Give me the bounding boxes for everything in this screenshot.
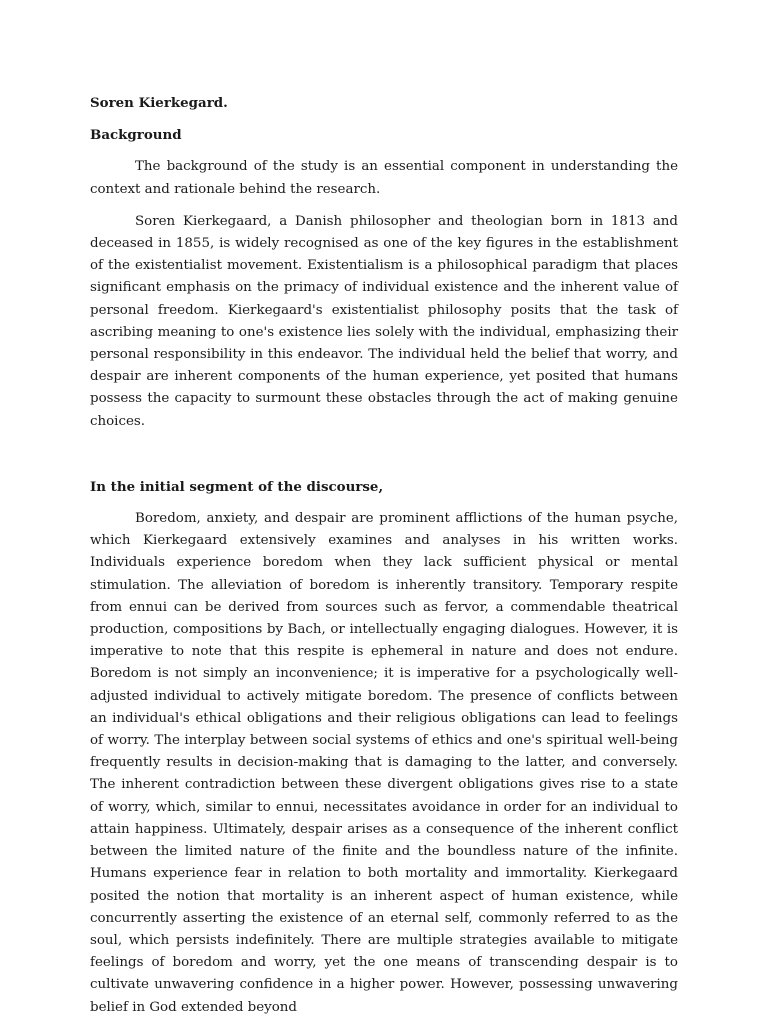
section-heading-initial-segment: In the initial segment of the discourse, [90,478,384,495]
paragraph: Soren Kierkegaard, a Danish philosopher and theologian born in 1813 and deceased in 1855, is widely recognised as one of the key figures in the establishment of the existentialist movement. Existentialism is a philosophical paradigm that places significant emphasis on the primacy of individual existence and the inherent value of personal freedom. Kierkegaard's existentialist philosophy posits that the task of ascribing meaning to one's existence lies solely with the individual, emphasizing their personal responsibility in this endeavor. The individual held the belief that worry, and despair are inherent components of the human experience, yet posited that humans possess the capacity to surmount these obstacles through the act of making genuine choices. [90,213,678,429]
paragraph: Boredom, anxiety, and despair are prominent afflictions of the human psyche, which Kierkegaard extensively examines and analyses in his written works. Individuals experience boredom when they lack sufficient physical or mental stimulation. The alleviation of boredom is inherently transitory. Temporary respite from ennui can be derived from sources such as fervor, a commendable theatrical production, compositions by Bach, or intellectually engaging dialogues. However, it is imperative to note that this respite is ephemeral in nature and does not endure. Boredom is not simply an inconvenience; it is imperative for a psychologically well-adjusted individual to actively mitigate boredom. The presence of conflicts between an individual's ethical obligations and their religious obligations can lead to feelings of worry. The interplay between social systems of ethics and one's spiritual well-being frequently results in decision-making that is damaging to the latter, and conversely. The inherent contradiction between these divergent obligations gives rise to a state of worry, which, similar to ennui, necessitates avoidance in order for an individual to attain happiness. Ultimately, despair arises as a consequence of the inherent conflict between the limited nature of the finite and the boundless nature of the infinite. Humans experience fear in relation to both mortality and immortality. Kierkegaard posited the notion that mortality is an inherent aspect of human existence, while concurrently asserting the existence of an eternal self, commonly referred to as the soul, which persists indefinitely. There are multiple strategies available to mitigate feelings of boredom and worry, yet the one means of transcending despair is to cultivate unwavering confidence in a higher power. However, possessing unwavering belief in God extended beyond [90,511,678,1015]
document-page [90,92,678,1029]
document-title: Soren Kierkegard. [90,95,228,111]
section-heading-background: Background [90,127,182,144]
paragraph: The background of the study is an essential component in understanding the context and rationale behind the research. [90,159,678,197]
section-spacer [90,443,678,476]
